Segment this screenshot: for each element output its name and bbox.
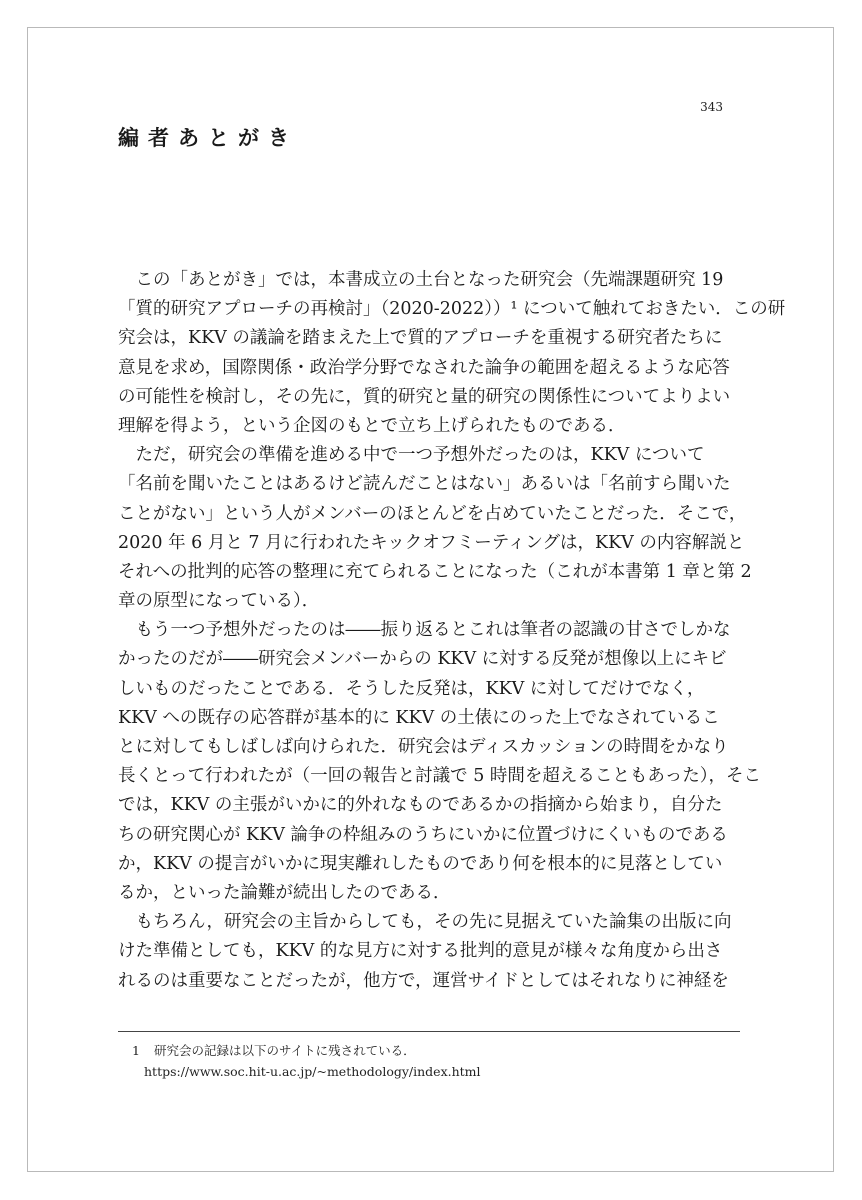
body-line: とに対してもしばしば向けられた．研究会はディスカッションの時間をかなり <box>118 737 729 757</box>
body-line: 長くとって行われたが（一回の報告と討議で 5 時間を超えることもあった），そこ <box>118 766 761 787</box>
body-text <box>118 266 786 996</box>
body-line: 究会は，KKV の議論を踏まえた上で質的アプローチを重視する研究者たちに <box>118 328 723 349</box>
body-line: 2020 年 6 月と 7 月に行われたキックオフミーティングは，KKV の内容解説と <box>118 532 745 553</box>
footnote-url: https://www.soc.hit-u.ac.jp/~methodology/index.html <box>144 1064 481 1079</box>
body-line: か，KKV の提言がいかに現実離れしたものであり何を根本的に見落としてい <box>118 853 723 874</box>
body-line: るか，といった論難が続出したのである． <box>118 882 451 903</box>
footnote <box>132 1040 481 1082</box>
body-line: もう一つ予想外だったのは――振り返るとこれは筆者の認識の甘さでしかな <box>118 620 731 641</box>
body-line: 「名前を聞いたことはあるけど読んだことはない」あるいは「名前すら聞いた <box>118 474 731 495</box>
body-line: しいものだったことである．そうした反発は，KKV に対してだけでなく， <box>118 678 705 699</box>
body-line: ことがない」という人がメンバーのほとんどを占めていたことだった．そこで， <box>118 503 747 524</box>
body-line: かったのだが――研究会メンバーからの KKV に対する反発が想像以上にキビ <box>118 649 727 670</box>
body-line: れるのは重要なことだったが，他方で，運営サイドとしてはそれなりに神経を <box>118 970 729 991</box>
chapter-title: 編者あとがき <box>118 125 298 150</box>
footnote-divider <box>118 1031 740 1032</box>
body-line: ただ，研究会の準備を進める中で一つ予想外だったのは，KKV について <box>118 445 705 466</box>
page-number: 343 <box>700 100 723 114</box>
body-line: もちろん，研究会の主旨からしても，その先に見据えていた論集の出版に向 <box>118 912 732 933</box>
body-line: けた準備としても，KKV 的な見方に対する批判的意見が様々な角度から出さ <box>118 941 723 962</box>
body-line: ちの研究関心が KKV 論争の枠組みのうちにいかに位置づけにくいものである <box>118 824 728 845</box>
body-line: 章の原型になっている）． <box>118 591 320 612</box>
body-line: 理解を得よう，という企図のもとで立ち上げられたものである． <box>118 415 626 436</box>
footnote-number: 1 <box>132 1043 140 1058</box>
body-line: それへの批判的応答の整理に充てられることになった（これが本書第 1 章と第 2 <box>118 561 752 582</box>
body-line: この「あとがき」では，本書成立の土台となった研究会（先端課題研究 19 <box>118 270 724 290</box>
footnote-line <box>132 1040 481 1061</box>
body-line: の可能性を検討し，その先に，質的研究と量的研究の関係性についてよりよい <box>118 386 731 407</box>
body-line: 「質的研究アプローチの再検討」（2020-2022））¹ について触れておきたい．この研 <box>118 299 786 320</box>
footnote-text: 研究会の記録は以下のサイトに残されている． <box>154 1043 416 1058</box>
body-line: では，KKV の主張がいかに的外れなものであるかの指摘から始まり，自分た <box>118 795 723 816</box>
body-line: 意見を求め，国際関係・政治学分野でなされた論争の範囲を超えるような応答 <box>118 357 730 378</box>
body-line: KKV への既存の応答群が基本的に KKV の土俵にのった上でなされているこ <box>118 707 720 728</box>
